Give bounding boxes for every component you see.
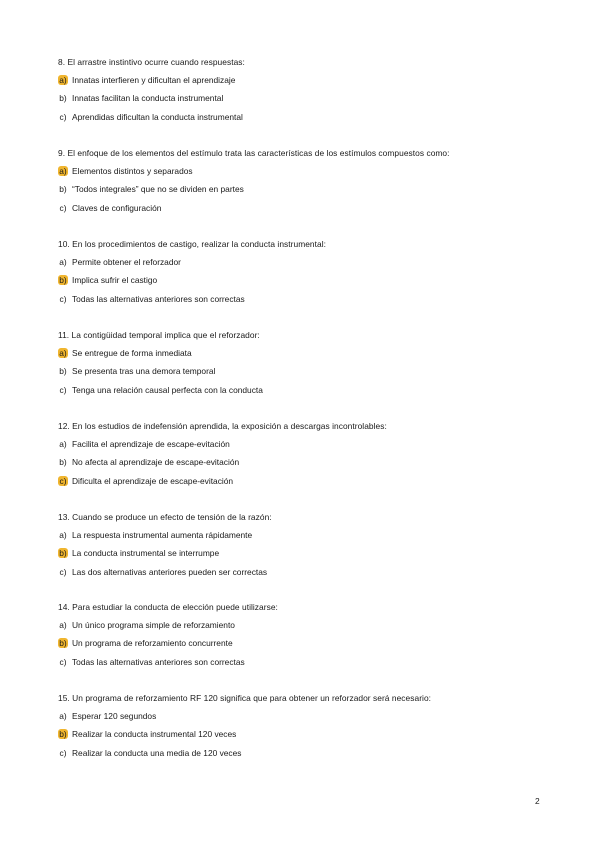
question-text: 8. El arrastre instintivo ocurre cuando respuestas: <box>58 57 245 67</box>
option-a <box>58 438 558 450</box>
option-text: Realizar la conducta una media de 120 veces <box>72 747 242 758</box>
option-letter: a) <box>59 166 67 177</box>
option-text: Elementos distintos y separados <box>72 166 193 177</box>
option-b <box>58 183 558 195</box>
question-text: 12. En los estudios de indefensión aprendida, la exposición a descargas incontrolables: <box>58 421 387 431</box>
option-text: Un programa de reforzamiento concurrente <box>72 638 233 649</box>
option-text: Se entregue de forma inmediata <box>72 348 192 359</box>
option-text: “Todos integrales” que no se dividen en partes <box>72 184 244 195</box>
option-letter: b) <box>59 457 67 468</box>
option-letter: c) <box>59 566 67 577</box>
question-15 <box>58 692 558 759</box>
option-letter: b) <box>59 548 67 559</box>
option-letter: c) <box>59 747 67 758</box>
option-letter: a) <box>59 257 67 268</box>
option-b <box>58 456 558 468</box>
option-letter: c) <box>59 475 67 486</box>
option-letter: a) <box>59 75 67 86</box>
option-text: Aprendidas dificultan la conducta instrumental <box>72 111 243 122</box>
option-letter: b) <box>59 638 67 649</box>
option-text: Implica sufrir el castigo <box>72 275 158 286</box>
question-13 <box>58 511 558 578</box>
option-c <box>58 384 558 396</box>
question-text: 10. En los procedimientos de castigo, realizar la conducta instrumental: <box>58 239 327 249</box>
option-text: Claves de configuración <box>72 202 162 213</box>
option-letter: a) <box>59 439 67 450</box>
option-c <box>58 202 558 214</box>
option-letter: b) <box>59 184 67 195</box>
option-text: Tenga una relación causal perfecta con la conducta <box>72 384 263 395</box>
option-b <box>58 728 558 740</box>
option-text: No afecta al aprendizaje de escape-evitación <box>72 457 240 468</box>
option-text: Todas las alternativas anteriores son correctas <box>72 656 245 667</box>
option-text: Todas las alternativas anteriores son correctas <box>72 293 245 304</box>
option-a <box>58 619 558 631</box>
option-a <box>58 165 558 177</box>
option-letter: a) <box>59 711 67 722</box>
question-14 <box>58 601 558 668</box>
option-text: Permite obtener el reforzador <box>72 257 181 268</box>
option-a <box>58 256 558 268</box>
option-a <box>58 710 558 722</box>
option-a <box>58 74 558 86</box>
option-text: Un único programa simple de reforzamiento <box>72 620 235 631</box>
option-a <box>58 529 558 541</box>
option-letter: c) <box>59 293 67 304</box>
option-letter: b) <box>59 729 67 740</box>
option-text: Innatas facilitan la conducta instrumental <box>72 93 224 104</box>
page-number: 2 <box>535 796 540 806</box>
option-c <box>58 475 558 487</box>
option-c <box>58 111 558 123</box>
question-9 <box>58 147 558 214</box>
option-text: La respuesta instrumental aumenta rápidamente <box>72 530 253 541</box>
option-letter: a) <box>59 348 67 359</box>
option-c <box>58 747 558 759</box>
option-b <box>58 547 558 559</box>
option-b <box>58 365 558 377</box>
option-a <box>58 347 558 359</box>
question-10 <box>58 238 558 305</box>
option-b <box>58 637 558 649</box>
option-letter: c) <box>59 656 67 667</box>
question-text: 14. Para estudiar la conducta de elección puede utilizarse: <box>58 602 278 612</box>
option-letter: a) <box>59 530 67 541</box>
option-text: Se presenta tras una demora temporal <box>72 366 216 377</box>
question-text: 9. El enfoque de los elementos del estímulo trata las características de los estímulos compuestos como: <box>58 148 450 158</box>
option-c <box>58 656 558 668</box>
question-text: 11. La contigüidad temporal implica que el reforzador: <box>58 330 260 340</box>
question-text: 15. Un programa de reforzamiento RF 120 significa que para obtener un reforzador será necesario: <box>58 693 432 703</box>
option-letter: a) <box>59 620 67 631</box>
question-11 <box>58 329 558 396</box>
option-text: Innatas interfieren y dificultan el aprendizaje <box>72 75 236 86</box>
option-c <box>58 566 558 578</box>
option-text: Realizar la conducta instrumental 120 veces <box>72 729 237 740</box>
option-b <box>58 92 558 104</box>
option-letter: b) <box>59 366 67 377</box>
option-text: La conducta instrumental se interrumpe <box>72 548 220 559</box>
option-letter: b) <box>59 93 67 104</box>
option-letter: c) <box>59 384 67 395</box>
option-letter: c) <box>59 111 67 122</box>
option-letter: b) <box>59 275 67 286</box>
question-12 <box>58 420 558 487</box>
question-8 <box>58 56 558 123</box>
option-text: Esperar 120 segundos <box>72 711 157 722</box>
option-letter: c) <box>59 202 67 213</box>
option-text: Dificulta el aprendizaje de escape-evitación <box>72 475 234 486</box>
option-b <box>58 274 558 286</box>
option-c <box>58 293 558 305</box>
option-text: Las dos alternativas anteriores pueden ser correctas <box>72 566 268 577</box>
question-text: 13. Cuando se produce un efecto de tensión de la razón: <box>58 512 272 522</box>
option-text: Facilita el aprendizaje de escape-evitación <box>72 439 230 450</box>
